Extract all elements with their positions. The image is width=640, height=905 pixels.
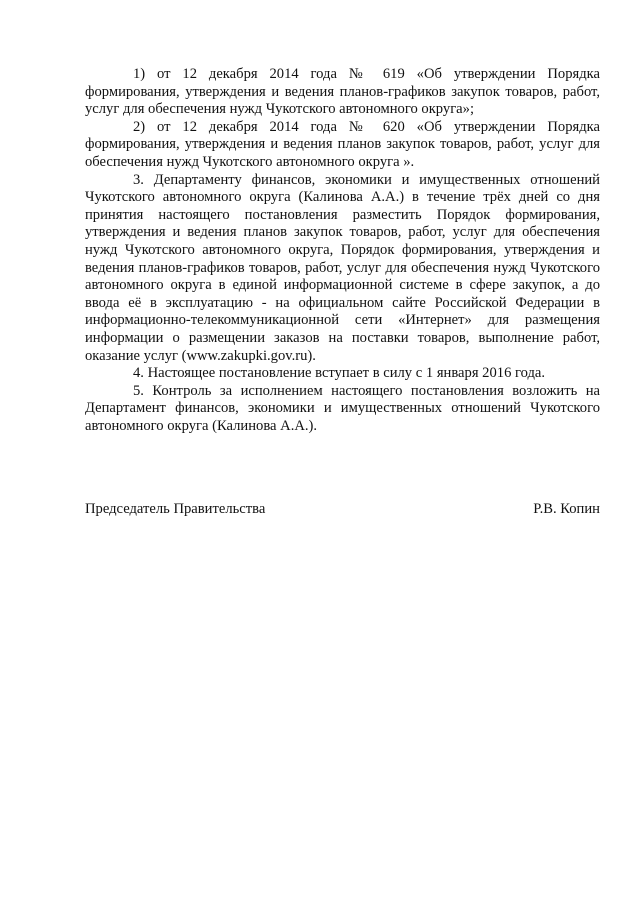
paragraph-item-4: 4. Настоящее постановление вступает в силу с 1 января 2016 года. [133,365,546,382]
paragraph-item-3: 3. Департаменту финансов, экономики и имущественных отношений Чукотского автономного округа (Калинова А.А.) в течение трёх дней со дня принятия настоящего постановления разместить Порядок формирования, утверждения и ведения планов закупок товаров, работ, услуг для обеспечения нужд Чукотского автономного округа, Порядок формирования, утверждения и ведения планов-графиков товаров, работ, услуг для обеспечения нужд Чукотского автономного округа в единой информационной системе в сфере закупок, а до ввода её в эксплуатацию - на официальном сайте Российской Федерации в информационно-телекоммуникационной сети «Интернет» для размещения информации о размещении заказов на поставки товаров, выполнение работ, оказание услуг (www.zakupki.gov.ru). [85,171,600,364]
paragraph-item-1: 1) от 12 декабря 2014 года № 619 «Об утверждении Порядка формирования, утверждения и ведения планов-графиков закупок товаров, работ, услуг для обеспечения нужд Чукотского автономного округа»; [85,66,600,118]
document-body [85,66,600,435]
signatory-title: Председатель Правительства [85,501,266,517]
paragraph-item-5: 5. Контроль за исполнением настоящего постановления возложить на Департамент финансов, экономики и имущественных отношений Чукотского автономного округа (Калинова А.А.). [85,382,600,434]
signatory-name: Р.В. Копин [533,501,600,517]
signature-block [85,501,600,521]
paragraph-item-2: 2) от 12 декабря 2014 года № 620 «Об утверждении Порядка формирования, утверждения и ведения планов закупок товаров, работ, услуг для обеспечения нужд Чукотского автономного округа ». [85,118,600,170]
